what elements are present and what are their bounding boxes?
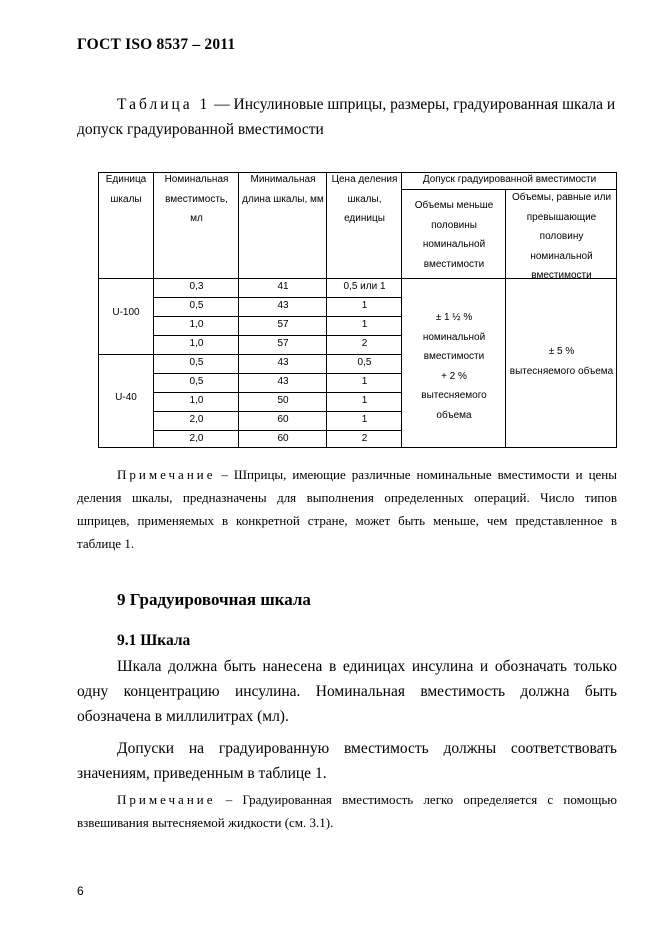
- header-text: шкалы,: [347, 193, 382, 205]
- paragraph-scale: [77, 654, 617, 729]
- table-cell: 1,0: [189, 395, 204, 406]
- table-cell: 1: [361, 395, 368, 406]
- note-1: [77, 463, 617, 555]
- table-cell: 60: [277, 414, 289, 425]
- header-text: вместимости: [423, 258, 485, 270]
- table-cell: 1,0: [189, 319, 204, 330]
- table-cell: 60: [277, 433, 289, 444]
- header-unit: [98, 170, 154, 209]
- tolerance-text: номинальной: [422, 331, 486, 343]
- header-text: Цена деления: [331, 174, 398, 185]
- header-text: Объемы меньше: [414, 200, 494, 211]
- header-text: длина шкалы, мм: [242, 193, 324, 205]
- paragraph-line: значениям, приведенным в таблице 1.: [77, 765, 327, 782]
- tolerance-text: ± 5 %: [548, 346, 575, 357]
- header-text: вместимость,: [165, 193, 228, 205]
- table-cell: 0,5 или 1: [343, 281, 386, 292]
- note-text: – Градуированная вместимость легко определяется с помощью: [215, 792, 617, 807]
- tolerance-ge-half: [506, 342, 617, 381]
- paragraph-line: одну концентрацию инсулина. Номинальная вместимость должна быть: [77, 683, 617, 700]
- tolerance-text: вместимости: [423, 351, 485, 362]
- section-9-1-heading: 9.1 Шкала: [117, 632, 191, 649]
- table-cell: 1: [361, 414, 368, 425]
- header-text: единицы: [344, 213, 385, 224]
- table-cell: 57: [277, 338, 289, 349]
- table-cell: 0,5: [357, 357, 372, 368]
- table-cell: 1: [361, 300, 368, 311]
- note-1-line: таблице 1.: [77, 536, 135, 551]
- syringe-table: [98, 172, 617, 448]
- header-text: половины: [431, 219, 477, 231]
- section-9-heading: 9 Градуировочная шкала: [117, 590, 311, 609]
- table-cell: 43: [277, 300, 289, 311]
- table-cell: 0,5: [189, 357, 204, 368]
- header-text: половину: [539, 231, 584, 242]
- header-text: номинальной: [422, 239, 486, 250]
- paragraph-line: Шкала должна быть нанесена в единицах инсулина и обозначать только: [117, 658, 617, 675]
- table-cell: 2,0: [189, 433, 204, 444]
- table-cell: 50: [277, 395, 289, 406]
- table-cell: 1: [361, 319, 368, 330]
- header-tolerance: Допуск градуированной вместимости: [422, 174, 597, 185]
- document-header: ГОСТ ISO 8537 – 2011: [77, 36, 236, 53]
- page-number: 6: [77, 884, 84, 898]
- header-less-half: [402, 196, 506, 274]
- header-ge-half: [506, 188, 617, 286]
- tolerance-less-half: [402, 308, 506, 425]
- table-cell: 2: [361, 338, 368, 349]
- note-2: [77, 788, 617, 834]
- header-text: Минимальная: [250, 174, 316, 185]
- note-1-line: деления шкалы, предназначены для выполнения определенных операций. Число типов: [77, 490, 617, 505]
- table-cell: 2: [361, 433, 368, 444]
- header-text: Единица: [105, 174, 147, 185]
- header-nominal: [154, 170, 239, 229]
- tolerance-text: + 2 %: [441, 370, 467, 382]
- table-cell: 2,0: [189, 414, 204, 425]
- header-text: превышающие: [526, 211, 597, 223]
- table-cell: 1,0: [189, 338, 204, 349]
- note-2-line: взвешивания вытесняемой жидкости (см. 3.1).: [77, 815, 334, 830]
- header-min-length: [239, 170, 327, 209]
- table-cell: 43: [277, 376, 289, 387]
- paragraph-line: обозначена в миллилитрах (мл).: [77, 708, 289, 725]
- table-cell: 57: [277, 319, 289, 330]
- table-cell: 0,5: [189, 300, 204, 311]
- note-label: Примечание: [117, 467, 216, 482]
- table-caption-label: Таблица 1: [117, 96, 211, 113]
- note-2-line: [77, 788, 617, 811]
- header-text: Номинальная: [164, 174, 229, 185]
- group-u100: U-100: [112, 307, 140, 318]
- header-text: шкалы: [110, 193, 142, 205]
- tolerance-text: вытесняемого: [421, 390, 487, 401]
- note-label: Примечание: [117, 792, 216, 807]
- header-text: вместимости: [531, 270, 592, 281]
- note-text: – Шприцы, имеющие различные номинальные вместимости и цены: [215, 467, 617, 482]
- header-text: номинальной: [530, 250, 593, 262]
- header-text: Объемы, равные или: [511, 192, 612, 203]
- tolerance-text: вытесняемого объема: [509, 365, 614, 377]
- table-caption-text: — Инсулиновые шприцы, размеры, градуированная шкала и: [210, 96, 616, 113]
- table-cell: 0,3: [189, 281, 204, 292]
- table-caption-line1: [117, 96, 617, 114]
- paragraph-line: Допуски на градуированную вместимость должны соответствовать: [117, 740, 617, 757]
- header-division: [327, 170, 402, 229]
- table-cell: 0,5: [189, 376, 204, 387]
- table-cell: 41: [277, 281, 289, 292]
- tolerance-text: ± 1 ½ %: [435, 312, 473, 323]
- tolerance-text: объема: [436, 409, 472, 421]
- note-1-line: шприцев, применяемых в конкретной стране, может быть меньше, чем представленное в: [77, 513, 617, 528]
- group-u40: U-40: [115, 392, 137, 403]
- header-text: мл: [190, 213, 203, 224]
- table-cell: 1: [361, 376, 368, 387]
- table-cell: 43: [277, 357, 289, 368]
- paragraph-tolerance: [77, 736, 617, 786]
- note-1-line: [77, 463, 617, 486]
- table-caption-line2: допуск градуированной вместимости: [77, 121, 324, 138]
